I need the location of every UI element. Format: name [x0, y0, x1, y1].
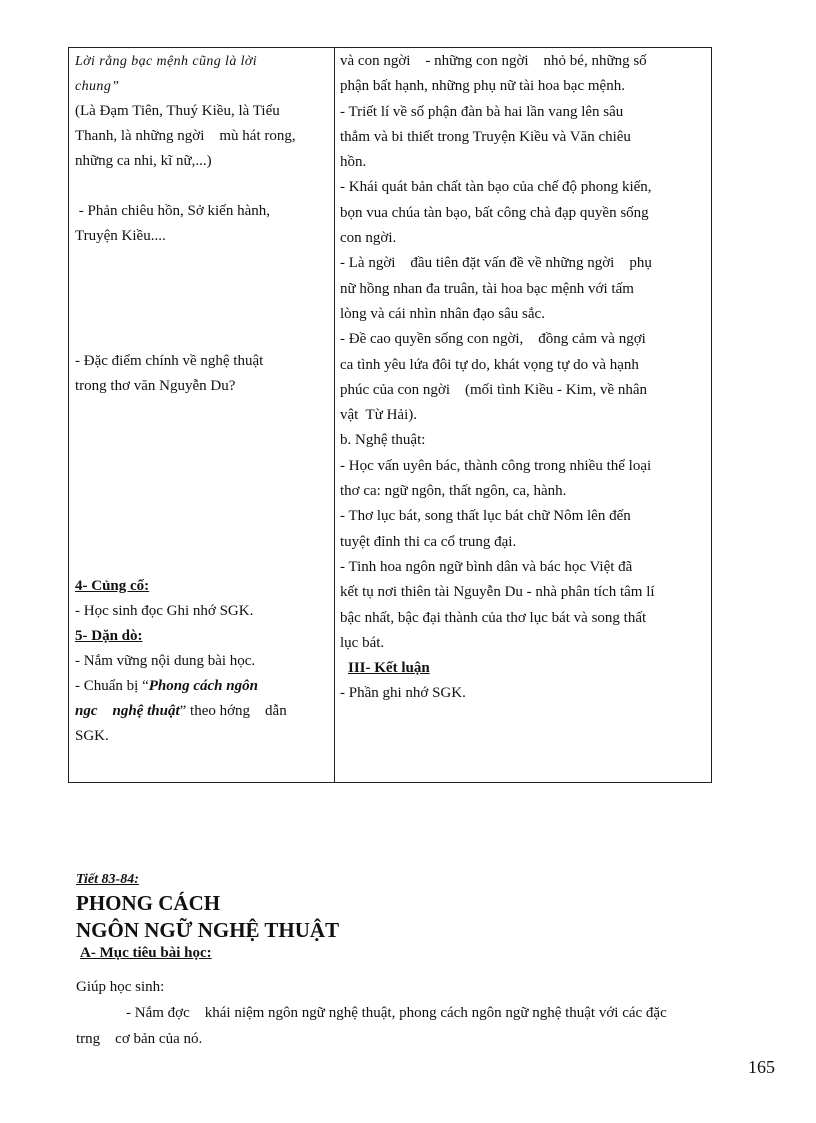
text-line: - Học vấn uyên bác, thành công trong nhiều thể loại	[340, 457, 652, 474]
text-line: - Phản chiêu hồn, Sở kiến hành,	[75, 203, 270, 219]
homework-item: - Chuẩn bị “Phong cách ngôn	[75, 678, 258, 694]
text-line: lòng và cái nhìn nhân đạo sâu sắc.	[340, 305, 545, 322]
consolidate-heading: 4- Củng cố:	[75, 578, 150, 594]
lesson-body	[76, 974, 766, 1052]
text-line: phận bất hạnh, những phụ nữ tài hoa bạc mệnh.	[340, 78, 625, 95]
lesson-header	[76, 870, 339, 962]
text-line: - Đề cao quyền sống con ngời, đồng cảm và ngợi	[340, 331, 646, 348]
consolidate-item: - Học sinh đọc Ghi nhớ SGK.	[75, 603, 254, 619]
text-line: con ngời.	[340, 230, 397, 247]
text-line: - Khái quát bản chất tàn bạo của chế độ phong kiến,	[340, 179, 652, 196]
column-divider	[334, 47, 335, 783]
table-right-column	[340, 49, 708, 707]
lesson-reference: ngc nghệ thuật	[75, 703, 180, 719]
homework-item: - Nắm vững nội dung bài học.	[75, 653, 256, 669]
text-line: lục bát.	[340, 634, 385, 651]
text-line: vật Từ Hải).	[340, 407, 417, 424]
text-line: (Là Đạm Tiên, Thuý Kiều, là Tiểu	[75, 103, 280, 119]
lesson-title: NGÔN NGỮ NGHỆ THUẬT	[76, 918, 340, 942]
objectives-heading: A- Mục tiêu bài học:	[80, 945, 212, 961]
lesson-reference: Phong cách ngôn	[148, 678, 258, 694]
text-line: thẳm và bi thiết trong Truyện Kiều và Văn chiêu	[340, 128, 631, 145]
intro-text: Giúp học sinh:	[76, 979, 165, 995]
text-line: trong thơ văn Nguyễn Du?	[75, 378, 236, 394]
section-heading: b. Nghệ thuật:	[340, 432, 426, 449]
quote-line: chung”	[75, 79, 120, 94]
objective-point: trng cơ bản của nó.	[76, 1031, 203, 1047]
text-line: bậc nhất, bậc đại thành của thơ lục bát và song thất	[340, 609, 647, 626]
text-line: thơ ca: ngữ ngôn, thất ngôn, ca, hành.	[340, 483, 567, 500]
table-left-column	[75, 49, 333, 749]
lesson-title: PHONG CÁCH	[76, 891, 221, 915]
text-line: - Thơ lục bát, song thất lục bát chữ Nôm lên đến	[340, 508, 631, 525]
text-line: bọn vua chúa tàn bạo, bất công chà đạp quyền sống	[340, 204, 649, 221]
conclusion-item: - Phần ghi nhớ SGK.	[340, 685, 466, 702]
homework-heading: 5- Dặn dò:	[75, 628, 143, 644]
text-line: phúc của con ngời (mối tình Kiều - Kim, về nhân	[340, 381, 648, 398]
text-line: - Là ngời đầu tiên đặt vấn đề về những ngời phụ	[340, 255, 652, 272]
text-line: Truyện Kiều....	[75, 228, 166, 244]
text-line: Thanh, là những ngời mù hát rong,	[75, 128, 296, 144]
homework-item: SGK.	[75, 728, 109, 744]
quote-line: Lời rằng bạc mệnh cũng là lời	[75, 54, 258, 69]
homework-item: ngc nghệ thuật” theo hớng dẫn	[75, 703, 287, 719]
lesson-tag: Tiết 83-84:	[76, 872, 139, 887]
text-line: hồn.	[340, 154, 367, 171]
text-line: nữ hồng nhan đa truân, tài hoa bạc mệnh với tấm	[340, 280, 634, 297]
conclusion-heading: III- Kết luận	[348, 660, 430, 677]
text-line: tuyệt đỉnh thi ca cổ trung đại.	[340, 533, 517, 550]
page-number: 165	[748, 1057, 775, 1077]
objective-point: - Nắm đợc khái niệm ngôn ngữ nghệ thuật, phong cách ngôn ngữ nghệ thuật với các đặc	[126, 1005, 667, 1021]
text-line: - Triết lí về số phận đàn bà hai lần vang lên sâu	[340, 103, 624, 120]
text-line: ca tình yêu lứa đôi tự do, khát vọng tự do và hạnh	[340, 356, 639, 373]
text-line: - Đặc điểm chính về nghệ thuật	[75, 353, 264, 369]
text-line: - Tinh hoa ngôn ngữ bình dân và bác học Việt đã	[340, 558, 633, 575]
text-line: và con ngời - những con ngời nhỏ bé, những số	[340, 53, 647, 69]
text-line: những ca nhi, kĩ nữ,...)	[75, 153, 212, 169]
text-line: kết tụ nơi thiên tài Nguyễn Du - nhà phân tích tâm lí	[340, 584, 655, 601]
